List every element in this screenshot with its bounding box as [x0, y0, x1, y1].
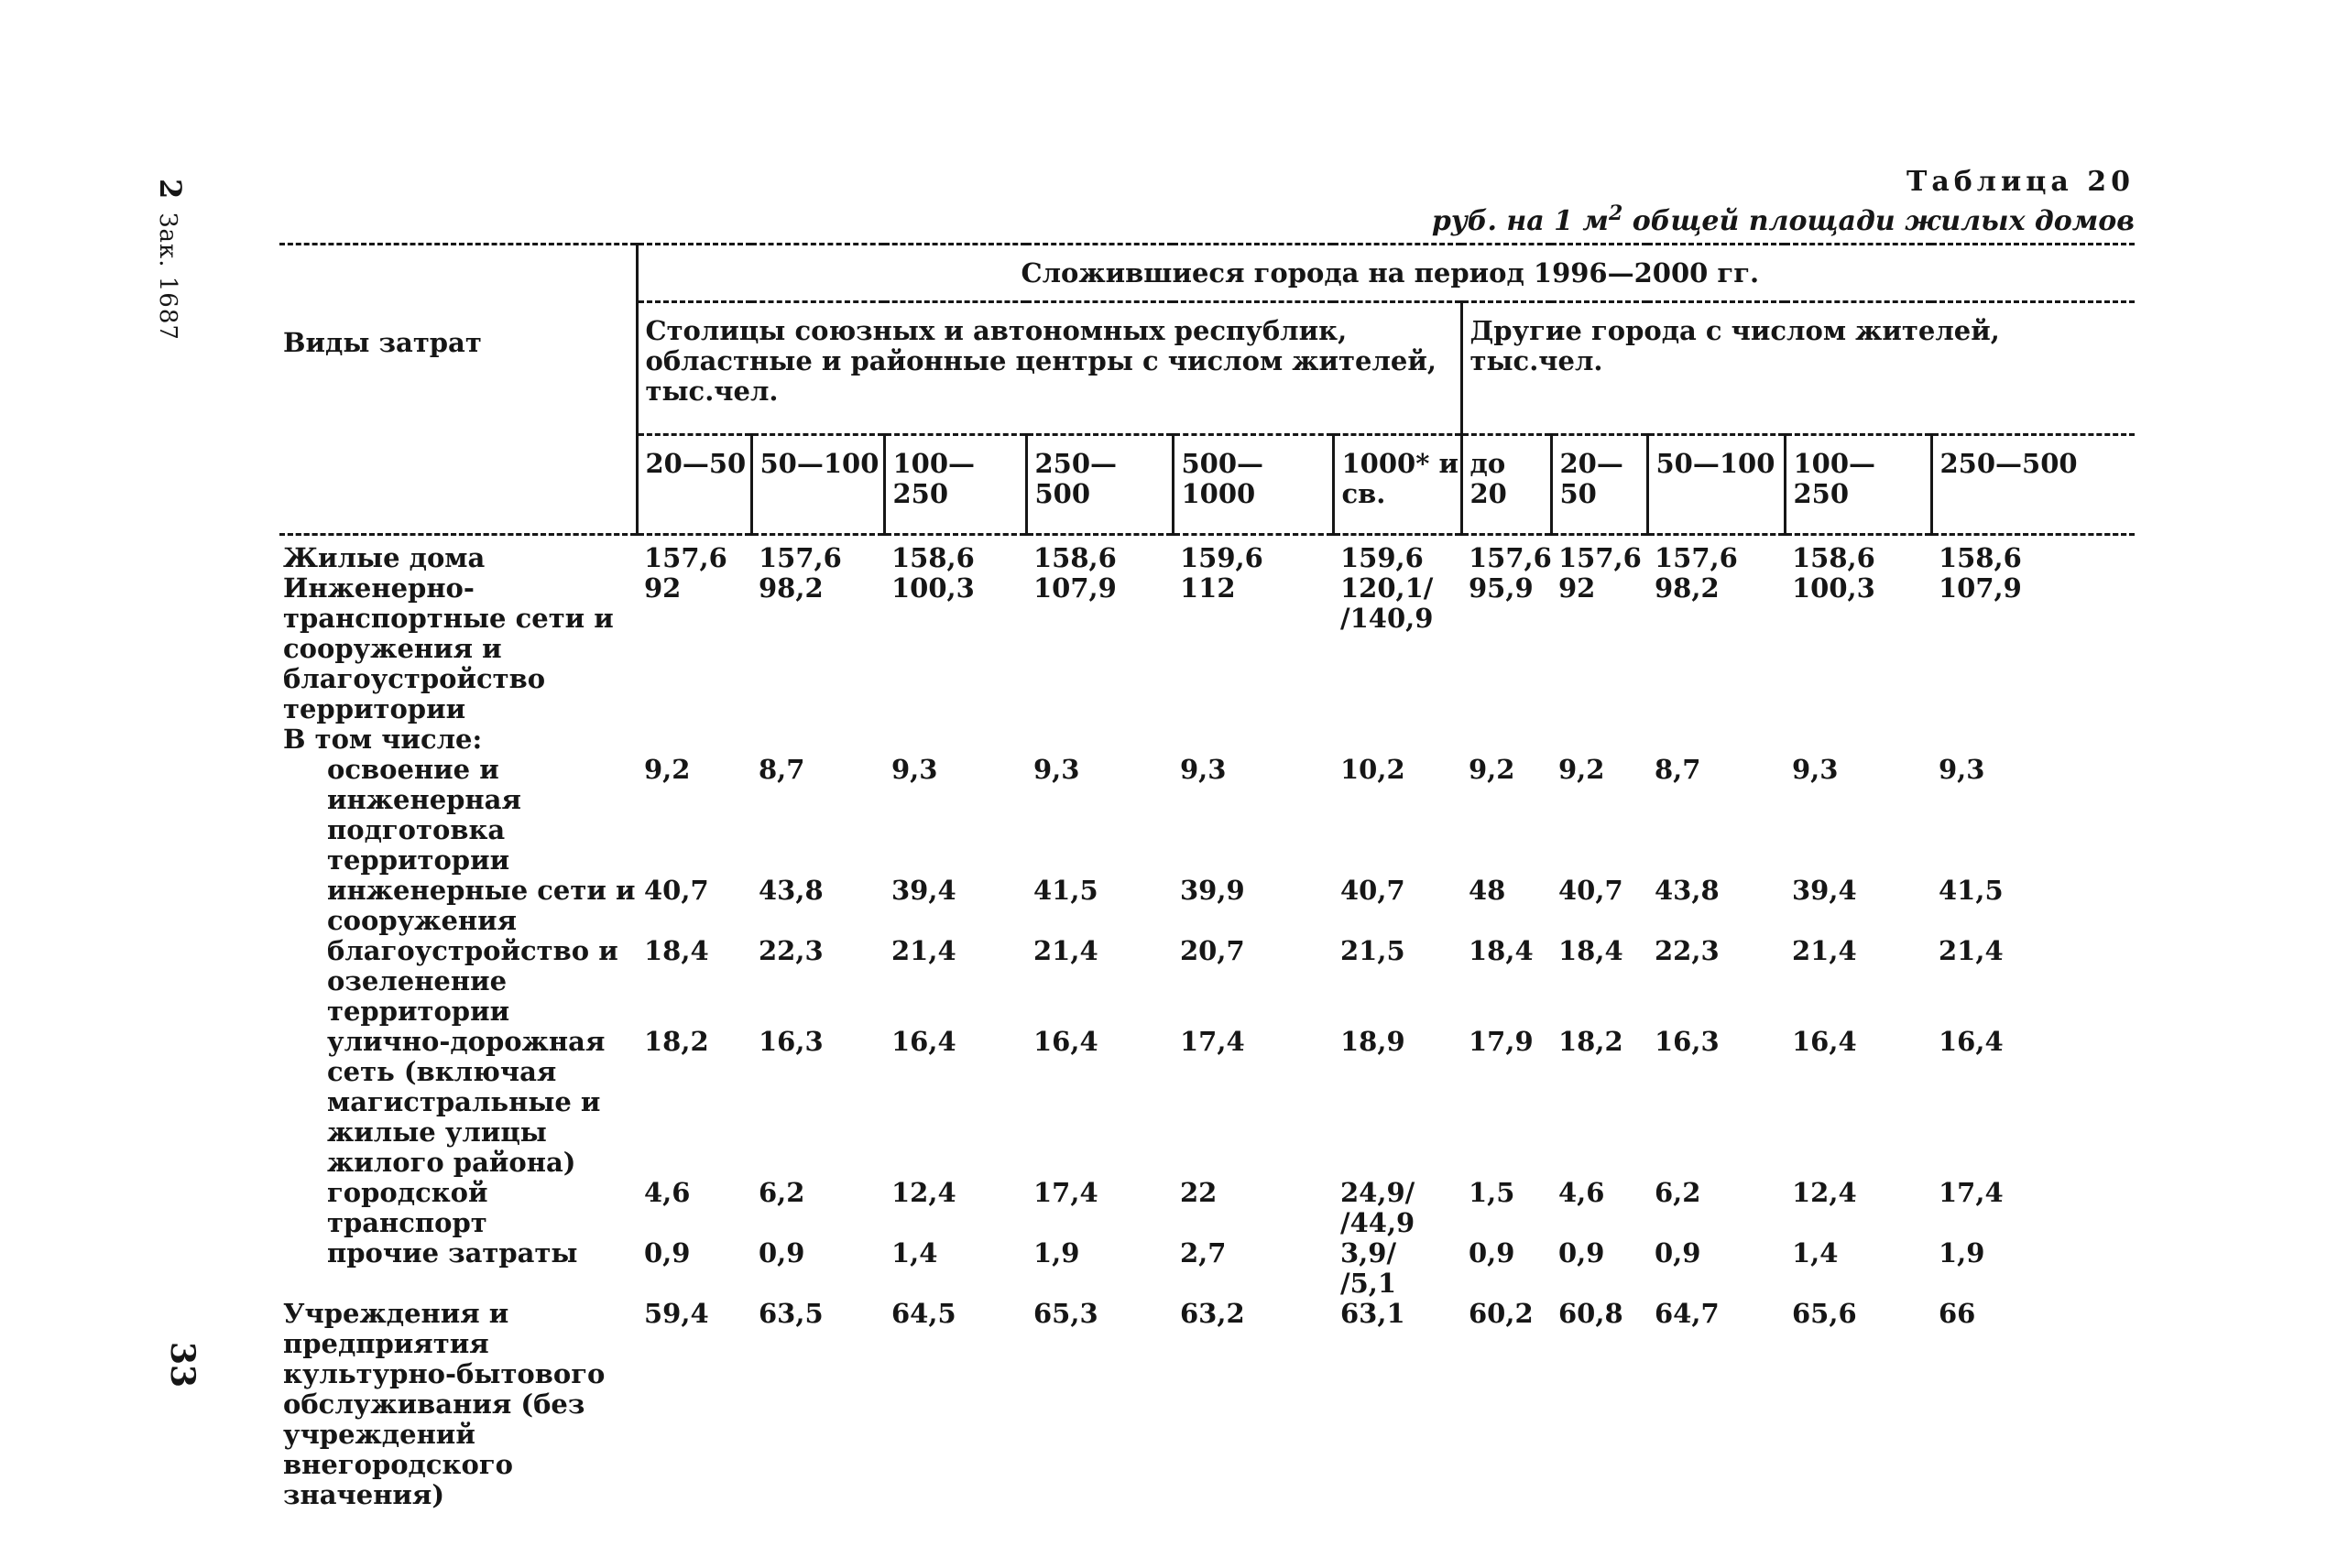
table-cell: 1,9: [1033, 1237, 1080, 1269]
table-cell: 9,3: [1033, 754, 1080, 785]
table-cell: 60,2: [1469, 1298, 1534, 1329]
table-cell: 157,6: [759, 542, 842, 573]
table-cell: 9,3: [1180, 754, 1227, 785]
table-cell: 65,6: [1792, 1298, 1857, 1329]
table-cell: 6,2: [1655, 1177, 1701, 1208]
table-cell: 100,3: [891, 572, 975, 604]
table-cell: 4,6: [1558, 1177, 1605, 1208]
table-cell: 16,3: [759, 1026, 824, 1057]
table-cell: 100,3: [1792, 572, 1875, 604]
table-cell: 39,4: [1792, 875, 1857, 906]
table-cell: 24,9/ /44,9: [1340, 1177, 1415, 1238]
table-cell: 66: [1939, 1298, 1976, 1329]
table-cell: 157,6: [1655, 542, 1738, 573]
column-header: до 20: [1461, 435, 1551, 535]
table-cell: 22: [1180, 1177, 1218, 1208]
table-cell: 107,9: [1033, 572, 1117, 604]
table-cell: [1026, 724, 1173, 755]
row-label: благоустройство и озеленение территории: [327, 935, 618, 1027]
table-cell: 21,5: [1340, 935, 1405, 966]
table-cell: 17,9: [1469, 1026, 1534, 1057]
table-row: [279, 724, 2135, 755]
table-cell: 0,9: [1558, 1237, 1605, 1269]
table-cell: 20,7: [1180, 935, 1245, 966]
table-cell: 39,4: [891, 875, 956, 906]
column-header: 250—500: [1931, 435, 2135, 535]
table-cell: 18,4: [644, 935, 709, 966]
table-row: [279, 1238, 2135, 1299]
table-cell: 158,6: [891, 542, 975, 573]
table-cell: 63,2: [1180, 1298, 1245, 1329]
table-cell: 39,9: [1180, 875, 1245, 906]
unit-superscript: 2: [1608, 201, 1623, 225]
table-row: [279, 1299, 2135, 1510]
page-number: 33: [163, 1342, 202, 1388]
table-cell: 3,9/ /5,1: [1340, 1237, 1397, 1299]
table-cell: 21,4: [891, 935, 956, 966]
table-row: [279, 535, 2135, 574]
column-header: 100—250: [884, 435, 1026, 535]
table-cell: 8,7: [759, 754, 805, 785]
table-cell: 0,9: [1469, 1237, 1515, 1269]
table-cell: 40,7: [1340, 875, 1405, 906]
column-header: 100—250: [1785, 435, 1931, 535]
table-cell: 0,9: [644, 1237, 691, 1269]
column-header: 50—100: [751, 435, 884, 535]
header-row-group: [279, 245, 2135, 302]
table-cell: 92: [1558, 572, 1596, 604]
table-cell: 107,9: [1939, 572, 2022, 604]
table-cell: 92: [644, 572, 682, 604]
table-row: [279, 1178, 2135, 1238]
column-header: 20—50: [637, 435, 751, 535]
row-label: Инженерно-транспортные сети и сооружения и благоустройство территории: [283, 572, 614, 724]
table-cell: 16,4: [891, 1026, 956, 1057]
table-cell: 64,7: [1655, 1298, 1720, 1329]
sheet-number: 2: [153, 179, 188, 201]
column-header: 500—1000: [1173, 435, 1333, 535]
row-label: Жилые дома: [283, 542, 486, 573]
table-cell: 22,3: [1655, 935, 1720, 966]
table-cell: 9,3: [1939, 754, 1985, 785]
table-cell: 18,2: [1558, 1026, 1623, 1057]
table-cell: 22,3: [759, 935, 824, 966]
table-cell: 157,6: [644, 542, 727, 573]
table-cell: 17,4: [1033, 1177, 1098, 1208]
table-cell: 21,4: [1033, 935, 1098, 966]
table-unit: [1432, 198, 2135, 237]
table-cell: [1333, 724, 1461, 755]
table-cell: 98,2: [759, 572, 824, 604]
table-row: [279, 1027, 2135, 1178]
table-cell: 16,3: [1655, 1026, 1720, 1057]
margin-note: [153, 179, 188, 341]
table-cell: 17,4: [1180, 1026, 1245, 1057]
table-row: [279, 755, 2135, 876]
table-cell: 1,9: [1939, 1237, 1985, 1269]
table-cell: 95,9: [1469, 572, 1534, 604]
row-label: улично-дорожная сеть (включая магистральные и жилые улицы жилого района): [327, 1026, 606, 1178]
table-cell: 16,4: [1939, 1026, 2004, 1057]
table-cell: 43,8: [1655, 875, 1720, 906]
column-header-capitals: Столицы союзных и автономных республик, областные и районные центры с числом жителей, тыс.чел.: [637, 302, 1461, 435]
table-cell: [1461, 724, 1551, 755]
table-row: [279, 573, 2135, 724]
column-header: 1000* и св.: [1333, 435, 1461, 535]
table-cell: 1,5: [1469, 1177, 1515, 1208]
table-cell: 158,6: [1792, 542, 1875, 573]
column-header: 50—100: [1647, 435, 1785, 535]
table-cell: 63,1: [1340, 1298, 1405, 1329]
table-cell: 10,2: [1340, 754, 1405, 785]
table-cell: 158,6: [1939, 542, 2022, 573]
table-cell: 120,1/ /140,9: [1340, 572, 1434, 634]
table-cell: [884, 724, 1026, 755]
table-cell: 43,8: [759, 875, 824, 906]
table-cell: 18,2: [644, 1026, 709, 1057]
row-label: В том числе:: [283, 724, 483, 755]
table-cell: 16,4: [1033, 1026, 1098, 1057]
unit-prefix: руб. на 1 м: [1431, 205, 1609, 237]
table-cell: 40,7: [644, 875, 709, 906]
order-number: Зак. 1687: [154, 212, 181, 341]
table-cell: 0,9: [759, 1237, 805, 1269]
column-header-group: Сложившиеся города на период 1996—2000 гг.: [637, 245, 2135, 302]
table-cell: [1647, 724, 1785, 755]
column-header: 250—500: [1026, 435, 1173, 535]
table-cell: 9,3: [1792, 754, 1839, 785]
table-cell: 59,4: [644, 1298, 709, 1329]
table-cell: 9,2: [1558, 754, 1605, 785]
row-label: освоение и инженерная подготовка территории: [327, 754, 521, 876]
column-header-stub: Виды затрат: [279, 245, 637, 535]
table-cell: 158,6: [1033, 542, 1117, 573]
table-cell: 40,7: [1558, 875, 1623, 906]
table-cell: 1,4: [891, 1237, 938, 1269]
column-header: 20—50: [1551, 435, 1647, 535]
table-number: Таблица 20: [1906, 166, 2135, 198]
table-cell: 16,4: [1792, 1026, 1857, 1057]
row-label: прочие затраты: [327, 1237, 578, 1269]
table-cell: 60,8: [1558, 1298, 1623, 1329]
table-cell: 2,7: [1180, 1237, 1227, 1269]
table-cell: 12,4: [891, 1177, 956, 1208]
table-cell: [1551, 724, 1647, 755]
table-cell: 112: [1180, 572, 1236, 604]
unit-suffix: общей площади жилых домов: [1622, 205, 2135, 237]
row-label: инженерные сети и сооружения: [327, 875, 636, 936]
table-cell: [751, 724, 884, 755]
table-cell: 0,9: [1655, 1237, 1701, 1269]
table-cell: 157,6: [1469, 542, 1552, 573]
table-row: [279, 876, 2135, 936]
table-cell: [1785, 724, 1931, 755]
table-cell: 21,4: [1939, 935, 2004, 966]
table-cell: 48: [1469, 875, 1506, 906]
table-cell: [1173, 724, 1333, 755]
table-cell: 159,6: [1340, 542, 1424, 573]
table-cell: 17,4: [1939, 1177, 2004, 1208]
row-label: Учреждения и предприятия культурно-бытового обслуживания (без учреждений внегородского значения): [283, 1298, 606, 1510]
table-cell: 18,9: [1340, 1026, 1405, 1057]
table-cell: 98,2: [1655, 572, 1720, 604]
row-label: городской транспорт: [327, 1177, 488, 1238]
table-cell: 157,6: [1558, 542, 1642, 573]
table-cell: 6,2: [759, 1177, 805, 1208]
table-cell: 159,6: [1180, 542, 1263, 573]
table-cell: 64,5: [891, 1298, 956, 1329]
table-cell: 21,4: [1792, 935, 1857, 966]
table-cell: 8,7: [1655, 754, 1701, 785]
table-cell: 1,4: [1792, 1237, 1839, 1269]
table-cell: 9,3: [891, 754, 938, 785]
table-cell: 4,6: [644, 1177, 691, 1208]
table-cell: 12,4: [1792, 1177, 1857, 1208]
table-cell: 18,4: [1469, 935, 1534, 966]
table-cell: [637, 724, 751, 755]
table-cell: 41,5: [1033, 875, 1098, 906]
table-cell: 9,2: [644, 754, 691, 785]
table-row: [279, 936, 2135, 1027]
table-cell: 65,3: [1033, 1298, 1098, 1329]
table-cell: 18,4: [1558, 935, 1623, 966]
table-caption: [1432, 167, 2135, 237]
table-cell: 9,2: [1469, 754, 1515, 785]
table-cell: 41,5: [1939, 875, 2004, 906]
cost-table: [279, 243, 2135, 1510]
column-header-other-cities: Другие города с числом жителей, тыс.чел.: [1461, 302, 2135, 435]
table-cell: [1931, 724, 2135, 755]
table-cell: 63,5: [759, 1298, 824, 1329]
